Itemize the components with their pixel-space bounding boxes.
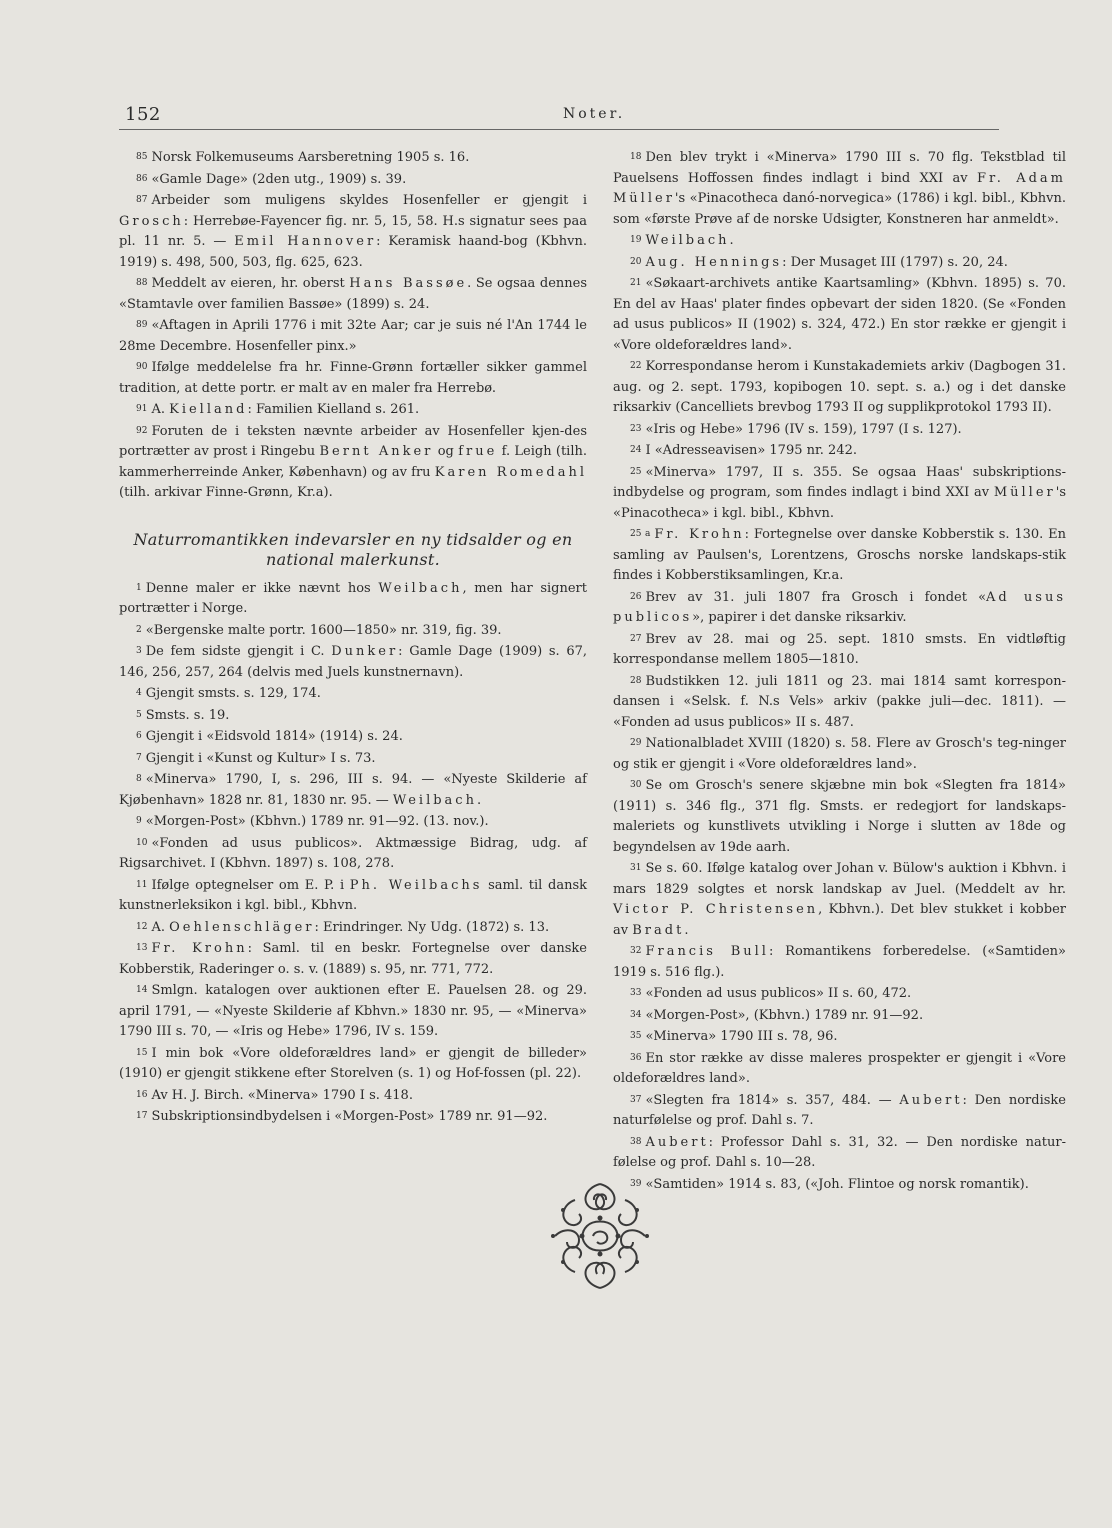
footnote xyxy=(613,440,1066,462)
spaced-name: Hans Bassøe xyxy=(349,276,468,291)
spaced-name: Fr. Krohn xyxy=(654,527,745,542)
spaced-name: Ph. Weilbachs xyxy=(349,877,483,893)
footnote-text: , men har signert portrætter i Norge. xyxy=(119,580,587,616)
footnote-text: Brev av 28. mai og 25. sept. 1810 smsts. En vidtløftig korrespondanse mellem 1805—1810. xyxy=(613,631,1066,667)
spaced-name: Francis Bull xyxy=(645,944,769,959)
spaced-name: Emil Hannover xyxy=(234,234,377,249)
footnote-number: 25 xyxy=(630,466,642,477)
footnote xyxy=(119,1043,587,1085)
footnote-number: 39 xyxy=(630,1178,642,1189)
footnote xyxy=(119,683,587,705)
footnote xyxy=(119,811,587,833)
footnote-text: , Kbhvn.). Det blev stukket i kobber av xyxy=(613,902,1066,938)
footnote-number: 17 xyxy=(136,1111,148,1121)
footnote-number: 18 xyxy=(630,152,642,162)
footnote-text: Foruten de i teksten nævnte arbeider av Hosenfeller kjen-des portrætter av prost i Ringebu xyxy=(119,423,587,459)
footnote-text: og xyxy=(433,444,459,459)
footnote-number: 2 xyxy=(136,624,142,635)
footnote-text: A. xyxy=(151,402,170,417)
footnote-number: 11 xyxy=(136,879,148,890)
footnote-number: 23 xyxy=(630,423,642,434)
spaced-name: Dunker xyxy=(331,644,399,659)
footnote-text: 's «Pinacotheca danó-norvegica» (1786) i kgl. bibl., Kbhvn. som «første Prøve af de norske Udsigter, Konstneren har anmeldt». xyxy=(613,191,1066,227)
footnote-number: 1 xyxy=(136,582,142,593)
spaced-name: Bernt Anker xyxy=(319,444,434,459)
footnote-text: : Familien Kielland s. 261. xyxy=(247,402,420,417)
footnote xyxy=(119,315,587,357)
header-rule xyxy=(119,129,999,130)
footnote-text: En stor række av disse maleres prospekter er gjengit i «Vore oldeforældres land». xyxy=(613,1050,1066,1086)
page-number: 152 xyxy=(125,104,161,125)
footnote-text: Gjengit i «Eidsvold 1814» (1914) s. 24. xyxy=(145,729,403,744)
spaced-name: Weilbach xyxy=(645,233,730,248)
footnote-text: I min bok «Vore oldeforældres land» er gjengit de billeder» (1910) er gjengit stikkene efter Storelven (s. 1) og Hof-fossen (pl. 22). xyxy=(119,1045,587,1081)
running-head: Noter. xyxy=(563,106,626,122)
footnote-text: : Saml. til en beskr. Fortegnelse over danske Kobberstik, Raderinger o. s. v. (1889) s. 95, nr. 771, 772. xyxy=(119,941,587,977)
footnote-text: «Fonden ad usus publicos». Aktmæssige Bidrag, udg. af Rigsarchivet. I (Kbhvn. 1897) s. 108, 278. xyxy=(119,835,587,871)
footnote xyxy=(613,775,1066,858)
footnote-text: : Professor Dahl s. 31, 32. — Den nordiske natur-følelse og prof. Dahl s. 10—28. xyxy=(613,1134,1066,1170)
footnote-text: : Der Musaget III (1797) s. 20, 24. xyxy=(782,254,1008,270)
footnote-text: A. xyxy=(151,919,170,935)
footnote-text: «Minerva» 1797, II s. 355. Se ogsaa Haas' subskriptions-indbydelse og program, som findes indlagt i bind XXI av xyxy=(613,464,1066,500)
footnote-text: : Gamle Dage (1909) s. 67, 146, 256, 257, 264 (delvis med Juels kunstnernavn). xyxy=(119,644,587,680)
footnote-text: Korrespondanse herom i Kunstakademiets arkiv (Dagbogen 31. aug. og 2. sept. 1793, kopibogen 10. sept. s. a.) og i det danske riksarkiv (Cancelliets brevbog 1793 II og supplikprotokol 1793 II). xyxy=(613,359,1066,415)
footnote-text: (tilh. arkivar Finne-Grønn, Kr.a). xyxy=(119,485,333,500)
footnote-text: I «Adresseavisen» 1795 nr. 242. xyxy=(645,443,857,458)
footnote-text: De fem sidste gjengit i C. xyxy=(145,644,332,659)
footnote-number: 30 xyxy=(630,780,642,790)
spaced-name: Oehlenschläger xyxy=(169,919,315,935)
footnote-text: f. Leigh (tilh. kammerherreinde Anker, København) og av fru xyxy=(119,444,587,480)
footnote-number: 27 xyxy=(630,633,642,644)
footnote-text: : Keramisk haand-bog (Kbhvn. 1919) s. 498, 500, 503, flg. 625, 623. xyxy=(119,234,587,270)
footnote-text: : Fortegnelse over danske Kobberstik s. 130. En samling av Paulsen's, Lorentzens, Groschs norske landskaps-stik findes i Kobberstiksamlingen, Kr.a. xyxy=(613,527,1066,583)
footnote-number: 12 xyxy=(136,921,148,932)
footnote-number: 87 xyxy=(136,195,148,205)
right-column xyxy=(613,147,1066,1195)
footnote-text: », papirer i det danske riksarkiv. xyxy=(692,610,907,625)
footnote xyxy=(613,629,1066,671)
footnote-text: Norsk Folkemuseums Aarsberetning 1905 s. 16. xyxy=(151,150,470,165)
footnote xyxy=(119,190,587,273)
footnote-number: 13 xyxy=(136,943,148,953)
footnote-text: : Erindringer. Ny Udg. (1872) s. 13. xyxy=(314,919,550,935)
footnote xyxy=(613,587,1066,629)
footnote-number: 5 xyxy=(136,709,142,720)
footnote-number: 90 xyxy=(136,362,148,372)
footnote-text: : Romantikens forberedelse. («Samtiden» 1919 s. 516 flg.). xyxy=(613,944,1066,980)
footnote-text: Gjengit smsts. s. 129, 174. xyxy=(145,686,321,701)
footnote-text: Brev av 31. juli 1807 fra Grosch i fondet « xyxy=(645,589,987,605)
footnote-text: «Søkaart-archivets antike Kaartsamling» (Kbhvn. 1895) s. 70. En del av Haas' plater findes opbevart der siden 1820. (Se «Fonden ad usus publicos» II (1902) s. 324, 472.) En stor række er gjengit i «Vore oldeforældres land». xyxy=(613,276,1066,353)
footnote-number: 26 xyxy=(630,591,642,602)
footnote-number: 14 xyxy=(136,985,148,995)
footnote-text: Se om Grosch's senere skjæbne min bok «Slegten fra 1814» (1911) s. 346 flg., 371 flg. Smsts. er redegjort for landskaps-maleriets og kunstlivets utvikling i Norge i slutten av 18de og begyndelsen av 19de aarh. xyxy=(613,778,1066,855)
footnote-number: 28 xyxy=(630,675,642,686)
footnote-text: Arbeider som muligens skyldes Hosenfeller er gjengit i xyxy=(151,193,587,208)
footnote-number: 3 xyxy=(136,646,142,656)
footnote xyxy=(613,941,1066,983)
footnote-text: «Samtiden» 1914 s. 83, («Joh. Flintoe og norsk romantik). xyxy=(645,1176,1029,1192)
left-column xyxy=(119,147,587,1128)
footnote-number: 31 xyxy=(630,863,642,873)
spaced-name: Bradt xyxy=(632,922,685,938)
footnote-number: 92 xyxy=(136,425,148,436)
footnote-number: 36 xyxy=(630,1052,642,1063)
footnote xyxy=(119,748,587,770)
footnote xyxy=(613,1090,1066,1132)
footnote-number: 15 xyxy=(136,1047,148,1058)
footnote-text: Se s. 60. Ifølge katalog over Johan v. Bülow's auktion i Kbhvn. i mars 1829 solgtes et norsk landskap av Juel. (Meddelt av hr. xyxy=(613,861,1066,897)
footnote xyxy=(119,357,587,399)
footnote-text: Subskriptionsindbydelsen i «Morgen-Post» 1789 nr. 91—92. xyxy=(151,1109,548,1124)
footnote xyxy=(613,1048,1066,1090)
footnote xyxy=(119,273,587,315)
footnote-number: 19 xyxy=(630,235,642,245)
footnote-number: 9 xyxy=(136,816,142,826)
footnote-number: 25 a xyxy=(630,529,651,539)
footnote xyxy=(613,983,1066,1005)
footnote-text: saml. til dansk kunstnerleksikon i kgl. bibl., Kbhvn. xyxy=(119,877,587,913)
footnote-number: 16 xyxy=(136,1089,148,1100)
footnote-text: Ifølge meddelelse fra hr. Finne-Grønn fortæller sikker gammel tradition, at dette portr. er malt av en maler fra Herrebø. xyxy=(119,360,587,396)
footnote xyxy=(119,938,587,980)
footnote-text: «Morgen-Post», (Kbhvn.) 1789 nr. 91—92. xyxy=(645,1007,924,1023)
footnote xyxy=(119,578,587,620)
footnote xyxy=(119,1106,587,1128)
footnote xyxy=(119,421,587,504)
footnote-text: Nationalbladet XVIII (1820) s. 58. Flere av Grosch's teg-ninger og stik er gjengit i «Vore oldeforældres land». xyxy=(613,736,1066,772)
footnote-text: «Aftagen in Aprili 1776 i mit 32te Aar; car je suis né l'An 1744 le 28me Decembre. Hosenfeller pinx.» xyxy=(119,318,587,354)
spaced-name: Weilbach xyxy=(392,792,477,808)
footnote xyxy=(613,273,1066,356)
footnote-text: «Slegten fra 1814» s. 357, 484. — xyxy=(645,1092,900,1108)
footnote-text: Av H. J. Birch. «Minerva» 1790 I s. 418. xyxy=(151,1087,413,1103)
footnote-text: «Morgen-Post» (Kbhvn.) 1789 nr. 91—92. (13. nov.). xyxy=(145,814,489,829)
footnote-text: : Den nordiske naturfølelse og prof. Dahl s. 7. xyxy=(613,1092,1066,1128)
footnote xyxy=(613,671,1066,734)
footnote-number: 6 xyxy=(136,731,142,741)
footnote xyxy=(119,169,587,191)
footnote xyxy=(119,1085,587,1107)
spaced-name: Karen Romedahl xyxy=(434,464,587,480)
footnote-text: «Minerva» 1790, I, s. 296, III s. 94. — «Nyeste Skilderie af Kjøbenhavn» 1828 nr. 81, 1830 nr. 95. — xyxy=(119,772,587,808)
footnote-number: 38 xyxy=(630,1136,642,1147)
footnote-number: 29 xyxy=(630,738,642,748)
footnote-text: 's «Pinacotheca» i kgl. bibl., Kbhvn. xyxy=(613,485,1066,521)
footnote-number: 88 xyxy=(136,278,148,288)
footnote-text: Budstikken 12. juli 1811 og 23. mai 1814 samt korrespon-dansen i «Selsk. f. N.s Vels» arkiv (pakke juli—dec. 1811). — «Fonden ad usus publicos» II s. 487. xyxy=(613,673,1066,730)
footnote-number: 33 xyxy=(630,988,642,998)
footnote xyxy=(119,769,587,811)
notes-list-left xyxy=(119,147,587,504)
footnote-number: 7 xyxy=(136,752,142,763)
footnote-number: 20 xyxy=(630,256,642,267)
footnote-number: 24 xyxy=(630,445,642,455)
footnote-text: Smlgn. katalogen over auktionen efter E. Pauelsen 28. og 29. april 1791, — «Nyeste Skilderie af Kbhvn.» 1830 nr. 95, — «Minerva» 1790 III s. 70, — «Iris og Hebe» 1796, IV s. 159. xyxy=(119,983,587,1039)
spaced-name: Aubert xyxy=(899,1092,963,1108)
spaced-name: Müller xyxy=(993,485,1056,500)
footnote xyxy=(119,833,587,875)
notes-list-section xyxy=(119,578,587,1128)
footnote-number: 34 xyxy=(630,1009,642,1020)
footnote-text: Den blev trykt i «Minerva» 1790 III s. 70 flg. Tekstblad til Pauelsens Hoffossen findes indlagt i bind XXI av xyxy=(613,150,1066,186)
footnote-number: 85 xyxy=(136,152,148,162)
spaced-name: Weilbach xyxy=(378,580,463,596)
footnote xyxy=(613,1026,1066,1048)
footnote xyxy=(613,1005,1066,1027)
vignette-ornament xyxy=(545,1180,655,1292)
spaced-name: Kielland xyxy=(169,402,248,417)
footnote xyxy=(119,641,587,683)
footnote-number: 4 xyxy=(136,688,142,698)
section-heading: Naturromantikken indevarsler en ny tidsalder og en national malerkunst. xyxy=(133,529,573,569)
footnote xyxy=(119,875,587,917)
footnote-number: 86 xyxy=(136,173,148,184)
footnote xyxy=(613,733,1066,775)
footnote xyxy=(613,356,1066,419)
footnote xyxy=(613,1132,1066,1174)
footnote xyxy=(119,620,587,642)
footnote xyxy=(613,147,1066,230)
spaced-name: Fr. Krohn xyxy=(151,941,248,956)
footnote-text: «Fonden ad usus publicos» II s. 60, 472. xyxy=(645,986,912,1001)
footnote-number: 91 xyxy=(136,404,148,414)
spaced-name: Grosch xyxy=(119,213,184,229)
notes-list-right xyxy=(613,147,1066,1195)
footnote-text: Smsts. s. 19. xyxy=(145,707,230,723)
spaced-name: Fr. Adam Müller xyxy=(613,170,1066,206)
footnote-number: 21 xyxy=(630,278,642,288)
footnote xyxy=(119,726,587,748)
spaced-name: Aubert xyxy=(645,1134,709,1150)
spaced-name: Aug. Hennings xyxy=(645,254,783,270)
footnote-text: «Bergenske malte portr. 1600—1850» nr. 319, fig. 39. xyxy=(145,622,502,638)
spaced-name: Ad usus publicos xyxy=(613,589,1066,625)
footnote xyxy=(119,980,587,1043)
footnote-text: Ifølge optegnelser om E. P. i xyxy=(151,877,350,893)
footnote-text: Denne maler er ikke nævnt hos xyxy=(145,580,379,596)
footnote xyxy=(613,419,1066,441)
footnote xyxy=(613,462,1066,525)
footnote xyxy=(613,252,1066,274)
footnote-text: . Se ogsaa dennes «Stamtavle over familien Bassøe» (1899) s. 24. xyxy=(119,276,587,312)
footnote-text: «Iris og Hebe» 1796 (IV s. 159), 1797 (I s. 127). xyxy=(645,421,962,437)
footnote-number: 35 xyxy=(630,1031,642,1041)
footnote-number: 8 xyxy=(136,774,142,784)
spaced-name: Victor P. Christensen xyxy=(613,902,819,917)
page-header xyxy=(119,104,999,132)
footnote-number: 10 xyxy=(136,837,148,848)
footnote-text: Gjengit i «Kunst og Kultur» I s. 73. xyxy=(145,750,376,766)
footnote xyxy=(613,230,1066,252)
footnote-number: 89 xyxy=(136,320,148,330)
footnote-number: 37 xyxy=(630,1094,642,1105)
footnote-text: «Minerva» 1790 III s. 78, 96. xyxy=(645,1029,838,1044)
footnote-text: : Herrebøe-Fayencer fig. nr. 5, 15, 58. H.s signatur sees paa pl. 11 nr. 5. — xyxy=(119,213,587,249)
footnote-number: 22 xyxy=(630,361,642,371)
footnote-number: 32 xyxy=(630,946,642,956)
footnote xyxy=(119,399,587,421)
footnote xyxy=(119,147,587,169)
footnote-text: . xyxy=(476,792,482,808)
footnote-text: . xyxy=(684,922,689,938)
footnote-text: Meddelt av eieren, hr. oberst xyxy=(151,276,350,291)
footnote xyxy=(119,917,587,939)
spaced-name: frue xyxy=(458,444,498,459)
footnote-text: . xyxy=(729,233,734,248)
footnote xyxy=(613,1174,1066,1196)
footnote xyxy=(613,858,1066,941)
footnote xyxy=(613,524,1066,587)
footnote-text: «Gamle Dage» (2den utg., 1909) s. 39. xyxy=(151,171,407,187)
footnote xyxy=(119,705,587,727)
